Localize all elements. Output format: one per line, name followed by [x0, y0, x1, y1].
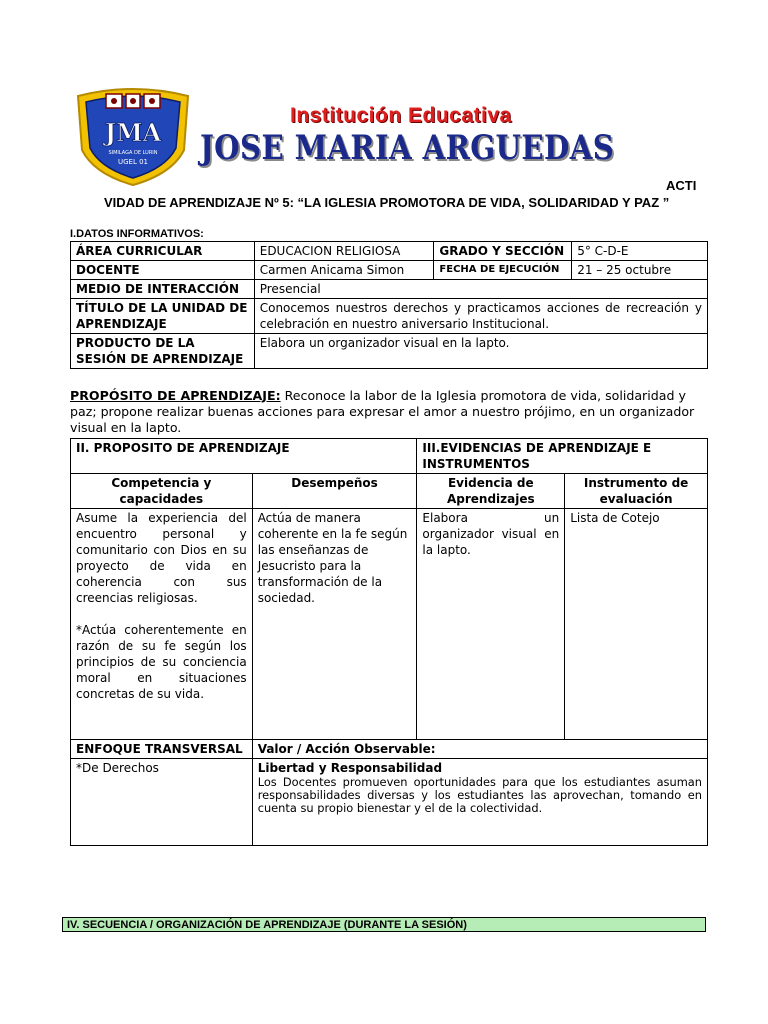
enfoque-value: *De Derechos — [71, 759, 253, 846]
logo-ugel: UGEL 01 — [117, 158, 149, 166]
instrumento-cell: Lista de Cotejo — [565, 509, 708, 740]
competencia-2: *Actúa coherentemente en razón de su fe según los principios de su conciencia moral en situaciones concretas de su vida. — [76, 623, 247, 701]
fecha-value: 21 – 25 octubre — [572, 261, 708, 280]
medio-label: MEDIO DE INTERACCIÓN — [71, 280, 255, 299]
competencia-1: Asume la experiencia del encuentro personal y comunitario con Dios en su proyecto de vida en coherencia con sus creencias religiosas. — [76, 511, 247, 605]
sec2-header: II. PROPOSITO DE APRENDIZAJE — [71, 439, 417, 474]
competencia-cell — [71, 509, 253, 740]
grado-label: GRADO Y SECCIÓN — [434, 242, 572, 261]
proposito-label: PROPÓSITO DE APRENDIZAJE: — [70, 388, 281, 403]
activity-title: VIDAD DE APRENDIZAJE Nº 5: “LA IGLESIA PROMOTORA DE VIDA, SOLIDARIDAD Y PAZ ” — [104, 195, 670, 210]
col-competencia: Competencia y capacidades — [71, 474, 253, 509]
area-value: EDUCACION RELIGIOSA — [254, 242, 434, 261]
docente-value: Carmen Anicama Simon — [254, 261, 434, 280]
valor-label: Valor / Acción Observable: — [252, 740, 707, 759]
secuencia-heading: IV. SECUENCIA / ORGANIZACIÓN DE APRENDIZAJE (DURANTE LA SESIÓN) — [62, 917, 706, 932]
grado-value: 5° C-D-E — [572, 242, 708, 261]
area-label: ÁREA CURRICULAR — [71, 242, 255, 261]
aprendizaje-table — [70, 438, 708, 846]
valor-cell — [252, 759, 707, 846]
titulo-label: TÍTULO DE LA UNIDAD DE APRENDIZAJE — [71, 299, 255, 334]
fecha-label: FECHA DE EJECUCIÓN — [434, 261, 572, 280]
medio-value: Presencial — [254, 280, 707, 299]
valor-title: Libertad y Responsabilidad — [257, 761, 443, 775]
logo-initials: JMA — [104, 118, 162, 147]
desempeno-cell: Actúa de manera coherente en la fe según las enseñanzas de Jesucristo para la transformación de la sociedad. — [252, 509, 417, 740]
logo-subtitle: SIMILAGA DE LURIN — [108, 150, 158, 156]
proposito-paragraph — [70, 388, 710, 436]
datos-heading: I.DATOS INFORMATIVOS: — [70, 228, 204, 240]
col-instrumento: Instrumento de evaluación — [565, 474, 708, 509]
col-evidencia: Evidencia de Aprendizajes — [417, 474, 565, 509]
titulo-value: Conocemos nuestros derechos y practicamos acciones de recreación y celebración en nuestro aniversario Institucional. — [254, 299, 707, 334]
valor-text: Los Docentes promueven oportunidades para que los estudiantes asuman responsabilidades diversas y los estudiantes las aprovechan, tomando en cuenta su propio bienestar y el de la colectividad. — [257, 775, 702, 815]
evidencia-cell: Elabora un organizador visual en la lapto. — [417, 509, 565, 740]
docente-label: DOCENTE — [71, 261, 255, 280]
sec3-header: III.EVIDENCIAS DE APRENDIZAJE E INSTRUMENTOS — [417, 439, 708, 474]
institution-name: JOSE MARIA ARGUEDAS — [200, 128, 615, 168]
producto-value: Elabora un organizador visual en la lapto. — [254, 334, 707, 369]
datos-table — [70, 241, 708, 369]
producto-label: PRODUCTO DE LA SESIÓN DE APRENDIZAJE — [71, 334, 255, 369]
proposito-text: Reconoce la labor de la Iglesia promotora de vida, solidaridad y paz; propone realizar buenas acciones para expresar el amor a nuestro prójimo, en un organizador visual en la lapto. — [70, 388, 695, 435]
col-desempenos: Desempeños — [252, 474, 417, 509]
school-logo — [72, 86, 194, 186]
institution-label: Institución Educativa — [290, 104, 512, 127]
enfoque-label: ENFOQUE TRANSVERSAL — [71, 740, 253, 759]
title-fragment: ACTI — [666, 178, 697, 193]
